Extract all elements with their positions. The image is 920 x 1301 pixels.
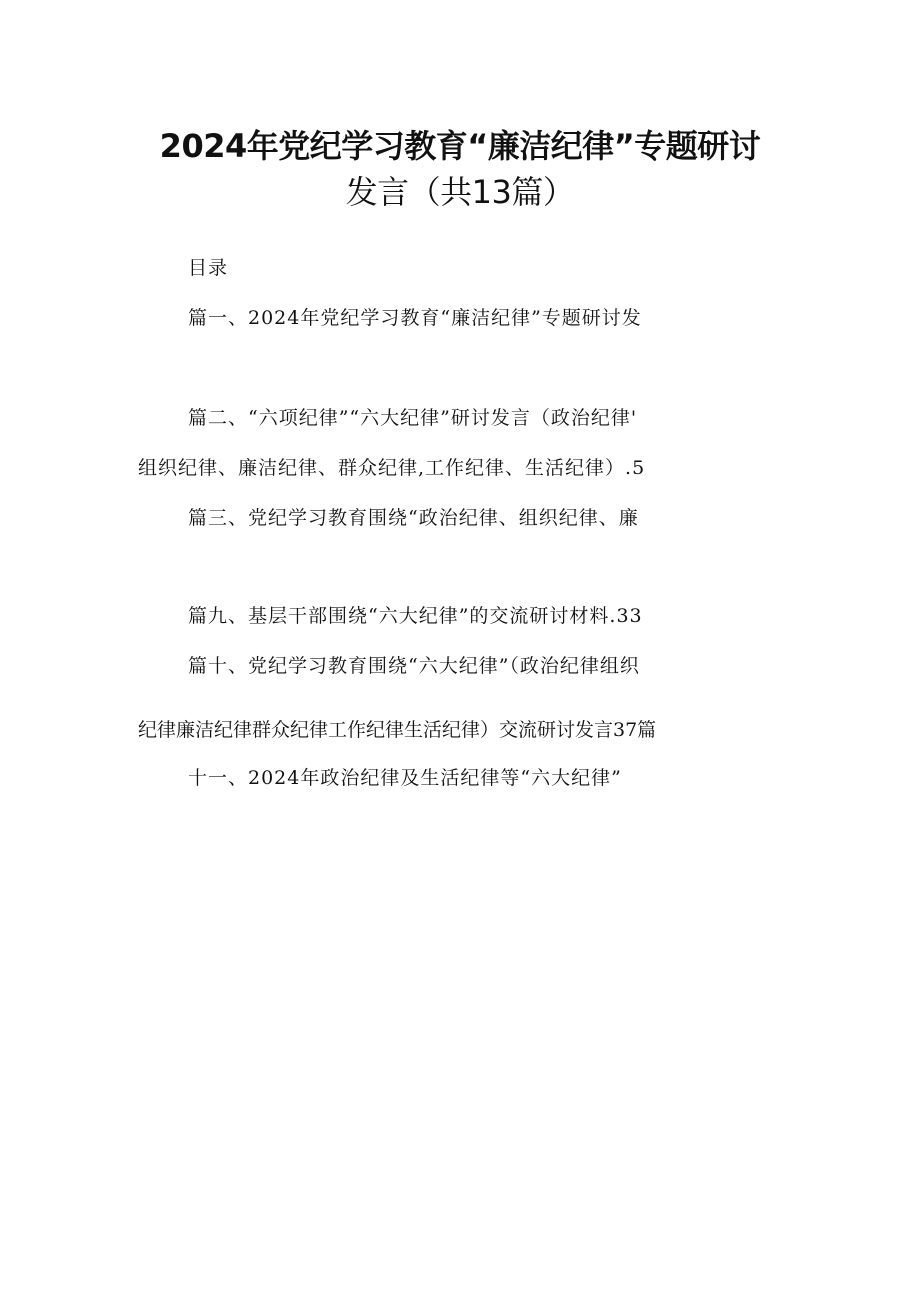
toc-entry-10: 篇十、党纪学习教育围绕“六大纪律”（政治纪律组织	[188, 655, 640, 677]
toc-entry-2: 篇二、“六项纪律”“六大纪律”研讨发言（政治纪律'	[188, 407, 638, 429]
toc-entry-10-continued: 纪律廉洁纪律群众纪律工作纪律生活纪律）交流研讨发言37篇	[138, 719, 657, 741]
toc-entry-11: 十一、2024年政治纪律及生活纪律等“六大纪律”	[188, 767, 622, 789]
toc-entry-3: 篇三、党纪学习教育围绕“政治纪律、组织纪律、廉	[188, 507, 639, 529]
toc-entry-9: 篇九、基层干部围绕“六大纪律”的交流研讨材料.33	[188, 605, 643, 627]
toc-entry-2-continued: 组织纪律、廉洁纪律、群众纪律,工作纪律、生活纪律）.5	[138, 457, 646, 479]
document-title-line-1: 2024年党纪学习教育“廉洁纪律”专题研讨	[159, 127, 761, 165]
toc-entry-1: 篇一、2024年党纪学习教育“廉洁纪律”专题研讨发	[188, 307, 642, 329]
toc-heading: 目录	[188, 257, 229, 279]
document-title-line-2: 发言（共13篇）	[345, 173, 575, 211]
